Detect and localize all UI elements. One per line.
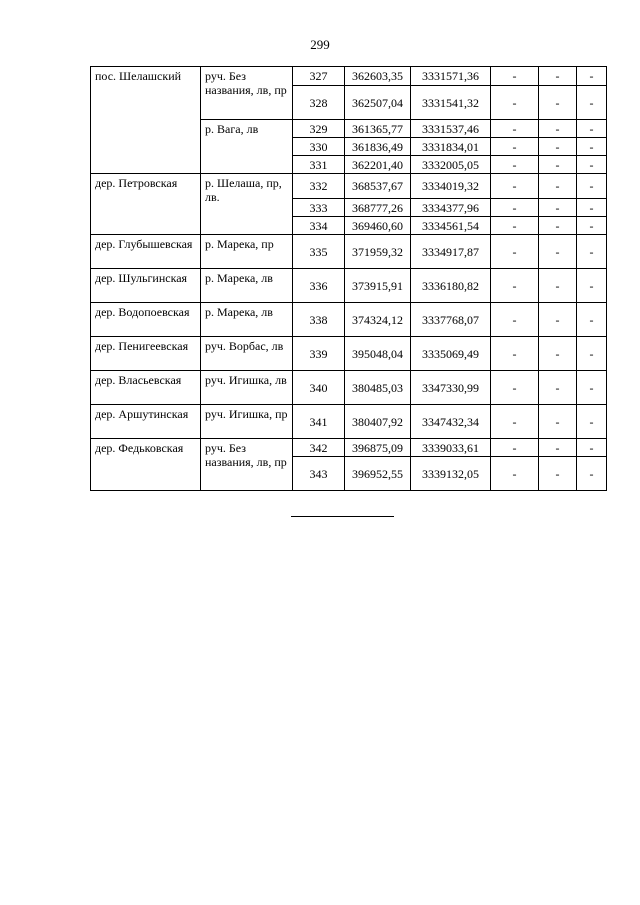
x-coordinate-cell: 371959,32 [345, 235, 411, 269]
dash-cell: - [491, 86, 539, 120]
dash-cell: - [577, 371, 607, 405]
point-number-cell: 333 [293, 199, 345, 217]
dash-cell: - [577, 303, 607, 337]
y-coordinate-cell: 3334561,54 [411, 217, 491, 235]
dash-cell: - [539, 269, 577, 303]
dash-cell: - [491, 457, 539, 491]
table-row [91, 337, 607, 371]
points-table [90, 66, 607, 491]
dash-cell: - [539, 86, 577, 120]
y-coordinate-cell: 3331537,46 [411, 120, 491, 138]
watercourse-cell: руч. Без названия, лв, пр [201, 67, 293, 120]
x-coordinate-cell: 396875,09 [345, 439, 411, 457]
dash-cell: - [539, 337, 577, 371]
y-coordinate-cell: 3334917,87 [411, 235, 491, 269]
x-coordinate-cell: 380485,03 [345, 371, 411, 405]
y-coordinate-cell: 3334019,32 [411, 174, 491, 199]
point-number-cell: 339 [293, 337, 345, 371]
point-number-cell: 334 [293, 217, 345, 235]
watercourse-cell: руч. Игишка, лв [201, 371, 293, 405]
dash-cell: - [539, 217, 577, 235]
watercourse-cell: р. Вага, лв [201, 120, 293, 174]
dash-cell: - [577, 269, 607, 303]
table-row [91, 405, 607, 439]
dash-cell: - [491, 371, 539, 405]
dash-cell: - [539, 156, 577, 174]
dash-cell: - [491, 217, 539, 235]
point-number-cell: 341 [293, 405, 345, 439]
y-coordinate-cell: 3331541,32 [411, 86, 491, 120]
dash-cell: - [491, 174, 539, 199]
watercourse-cell: р. Марека, лв [201, 269, 293, 303]
dash-cell: - [577, 67, 607, 86]
dash-cell: - [491, 337, 539, 371]
dash-cell: - [539, 174, 577, 199]
dash-cell: - [577, 156, 607, 174]
dash-cell: - [491, 138, 539, 156]
dash-cell: - [491, 269, 539, 303]
y-coordinate-cell: 3331834,01 [411, 138, 491, 156]
settlement-cell: дер. Пенигеевская [91, 337, 201, 371]
dash-cell: - [577, 405, 607, 439]
y-coordinate-cell: 3347432,34 [411, 405, 491, 439]
dash-cell: - [491, 303, 539, 337]
x-coordinate-cell: 395048,04 [345, 337, 411, 371]
x-coordinate-cell: 362201,40 [345, 156, 411, 174]
table-row [91, 235, 607, 269]
dash-cell: - [539, 405, 577, 439]
x-coordinate-cell: 362507,04 [345, 86, 411, 120]
dash-cell: - [577, 86, 607, 120]
x-coordinate-cell: 361365,77 [345, 120, 411, 138]
settlement-cell: дер. Власьевская [91, 371, 201, 405]
dash-cell: - [577, 439, 607, 457]
dash-cell: - [491, 235, 539, 269]
settlement-cell: дер. Аршутинская [91, 405, 201, 439]
dash-cell: - [491, 156, 539, 174]
dash-cell: - [577, 120, 607, 138]
dash-cell: - [577, 217, 607, 235]
dash-cell: - [577, 457, 607, 491]
point-number-cell: 331 [293, 156, 345, 174]
watercourse-cell: р. Шелаша, пр, лв. [201, 174, 293, 235]
dash-cell: - [539, 235, 577, 269]
y-coordinate-cell: 3339033,61 [411, 439, 491, 457]
dash-cell: - [539, 67, 577, 86]
dash-cell: - [539, 199, 577, 217]
x-coordinate-cell: 362603,35 [345, 67, 411, 86]
dash-cell: - [539, 138, 577, 156]
point-number-cell: 343 [293, 457, 345, 491]
point-number-cell: 338 [293, 303, 345, 337]
x-coordinate-cell: 369460,60 [345, 217, 411, 235]
dash-cell: - [539, 120, 577, 138]
point-number-cell: 332 [293, 174, 345, 199]
y-coordinate-cell: 3337768,07 [411, 303, 491, 337]
y-coordinate-cell: 3332005,05 [411, 156, 491, 174]
x-coordinate-cell: 373915,91 [345, 269, 411, 303]
watercourse-cell: р. Марека, лв [201, 303, 293, 337]
dash-cell: - [577, 138, 607, 156]
y-coordinate-cell: 3347330,99 [411, 371, 491, 405]
watercourse-cell: р. Марека, пр [201, 235, 293, 269]
watercourse-cell: руч. Без названия, лв, пр [201, 439, 293, 491]
dash-cell: - [577, 235, 607, 269]
x-coordinate-cell: 396952,55 [345, 457, 411, 491]
table-row [91, 303, 607, 337]
watercourse-cell: руч. Ворбас, лв [201, 337, 293, 371]
point-number-cell: 342 [293, 439, 345, 457]
dash-cell: - [539, 303, 577, 337]
x-coordinate-cell: 368777,26 [345, 199, 411, 217]
settlement-cell: дер. Глубышевская [91, 235, 201, 269]
dash-cell: - [539, 371, 577, 405]
x-coordinate-cell: 361836,49 [345, 138, 411, 156]
x-coordinate-cell: 380407,92 [345, 405, 411, 439]
table-row [91, 371, 607, 405]
settlement-cell: дер. Водопоевская [91, 303, 201, 337]
dash-cell: - [491, 405, 539, 439]
page-number: 299 [310, 37, 330, 52]
dash-cell: - [577, 337, 607, 371]
x-coordinate-cell: 374324,12 [345, 303, 411, 337]
dash-cell: - [577, 199, 607, 217]
point-number-cell: 335 [293, 235, 345, 269]
table-row [91, 174, 607, 199]
table-row [91, 67, 607, 86]
dash-cell: - [491, 199, 539, 217]
y-coordinate-cell: 3339132,05 [411, 457, 491, 491]
point-number-cell: 336 [293, 269, 345, 303]
point-number-cell: 328 [293, 86, 345, 120]
dash-cell: - [539, 439, 577, 457]
watercourse-cell: руч. Игишка, пр [201, 405, 293, 439]
y-coordinate-cell: 3334377,96 [411, 199, 491, 217]
dash-cell: - [491, 67, 539, 86]
dash-cell: - [539, 457, 577, 491]
dash-cell: - [491, 439, 539, 457]
settlement-cell: дер. Шульгинская [91, 269, 201, 303]
point-number-cell: 340 [293, 371, 345, 405]
dash-cell: - [577, 174, 607, 199]
y-coordinate-cell: 3331571,36 [411, 67, 491, 86]
table-row [91, 439, 607, 457]
settlement-cell: пос. Шелашский [91, 67, 201, 174]
table-row [91, 269, 607, 303]
dash-cell: - [491, 120, 539, 138]
x-coordinate-cell: 368537,67 [345, 174, 411, 199]
point-number-cell: 329 [293, 120, 345, 138]
point-number-cell: 330 [293, 138, 345, 156]
y-coordinate-cell: 3335069,49 [411, 337, 491, 371]
y-coordinate-cell: 3336180,82 [411, 269, 491, 303]
settlement-cell: дер. Петровская [91, 174, 201, 235]
settlement-cell: дер. Федьковская [91, 439, 201, 491]
closing-divider [291, 516, 394, 517]
point-number-cell: 327 [293, 67, 345, 86]
